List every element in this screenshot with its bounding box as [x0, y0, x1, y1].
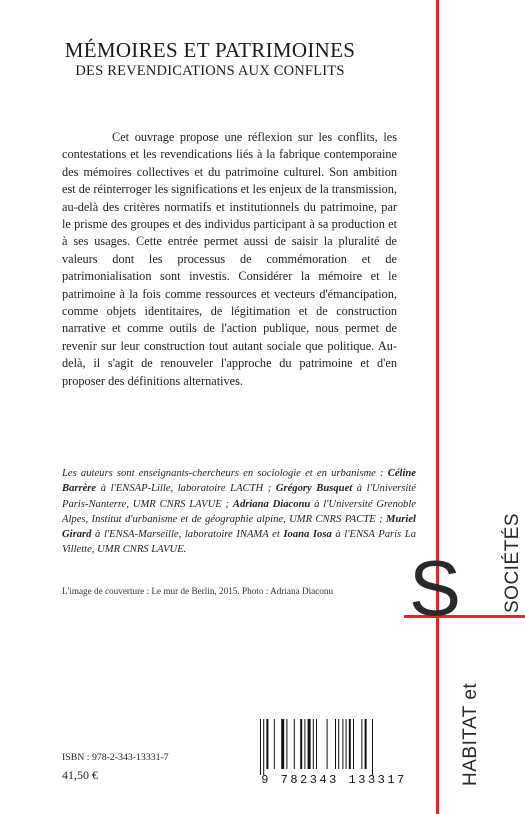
- barcode-bar: [286, 719, 287, 769]
- barcode-bar: [365, 719, 367, 769]
- barcode-bar: [316, 719, 317, 769]
- author-affiliation: à l'ENSA-Marseille, laboratoire INAMA et: [91, 529, 284, 541]
- cover-image-credit: L'image de couverture : Le mur de Berlin, 2015. Photo : Adriana Diaconu: [62, 586, 334, 596]
- authors-intro: Les auteurs sont enseignants-chercheurs en sociologie et en urbanisme :: [62, 468, 388, 479]
- book-subtitle: DES REVENDICATIONS AUX CONFLITS: [75, 63, 345, 79]
- barcode-bar: [304, 719, 305, 769]
- barcode-bar: [335, 719, 336, 769]
- barcode-bar: [349, 719, 351, 769]
- barcode-bar: [260, 719, 261, 775]
- collection-logo-letter: S: [409, 544, 462, 632]
- barcode-bar: [313, 719, 314, 769]
- barcode-bar: [346, 719, 347, 769]
- abstract-paragraph: Cet ouvrage propose une réflexion sur les conflits, les contestations et les revendications liés à la fabrique contemporaine des mémoires collectives et du patrimoine culturel. Son ambition est de réinterroger les significations et les enjeux de la transmission, au-delà des critères normatifs et institutionnels du patrimoine, par le prisme des groupes et des individus participant à sa production et à ses usages. Cette entrée permet aussi de saisir la pluralité de valeurs dont les processus de commémoration et de patrimonialisation sont investis. Considérer la mémoire et le patrimoine à la fois comme ressources et vecteurs d'émancipation, comme objets identitaires, de légitimation et de construction narrative et comme outils de l'action publique, nous permet de revenir sur leur construction tout autant sociale que politique. Au-delà, il s'agit de renouveler l'approche du patrimoine et d'en proposer des définitions alternatives.: [62, 130, 397, 388]
- authors-paragraph: [62, 466, 416, 558]
- barcode-bars: [254, 719, 414, 775]
- barcode-bar: [342, 719, 343, 769]
- barcode-bar: [266, 719, 268, 769]
- author-affiliation: à l'Université Paris-Nanterre, UMR CNRS LAVUE ;: [62, 483, 416, 510]
- barcode-bar: [274, 719, 275, 769]
- collection-name-top: SOCIÉTÉS: [502, 512, 523, 613]
- barcode-number: 9 782343 133317: [261, 773, 407, 787]
- book-title: MÉMOIRES ET PATRIMOINES: [64, 38, 356, 62]
- isbn-text: ISBN : 978-2-343-13331-7: [62, 752, 169, 763]
- barcode-bar: [327, 719, 328, 769]
- barcode-bar: [263, 719, 264, 775]
- author-name: Muriel Girard: [62, 513, 416, 541]
- author-affiliation: à l'ENSAP-Lille, laboratoire LACTH ;: [96, 483, 276, 495]
- barcode-bar: [308, 719, 311, 769]
- barcode-bar: [294, 719, 295, 769]
- author-name: Ioana Iosa: [283, 529, 332, 541]
- barcode-bar: [300, 719, 302, 769]
- barcode-bar: [338, 719, 339, 769]
- barcode-bar: [361, 719, 362, 769]
- author-affiliation: à l'ENSA Paris La Villette, UMR CNRS LAVUE.: [62, 529, 416, 556]
- barcode-bar: [281, 719, 284, 769]
- price-text: 41,50 €: [62, 768, 98, 782]
- barcode-bar: [372, 719, 373, 775]
- author-name: Adriana Diaconu: [232, 498, 311, 510]
- author-name: Céline Barrère: [62, 468, 416, 495]
- red-vertical-line: [436, 0, 439, 814]
- barcode-bar: [353, 719, 354, 769]
- author-affiliation: à l'Université Grenoble Alpes, Institut d'urbanisme et de géographie alpine, UMR CNRS PACTE ;: [62, 498, 416, 525]
- collection-name-bottom: HABITAT et: [460, 682, 481, 786]
- author-name: Grégory Busquet: [275, 483, 353, 495]
